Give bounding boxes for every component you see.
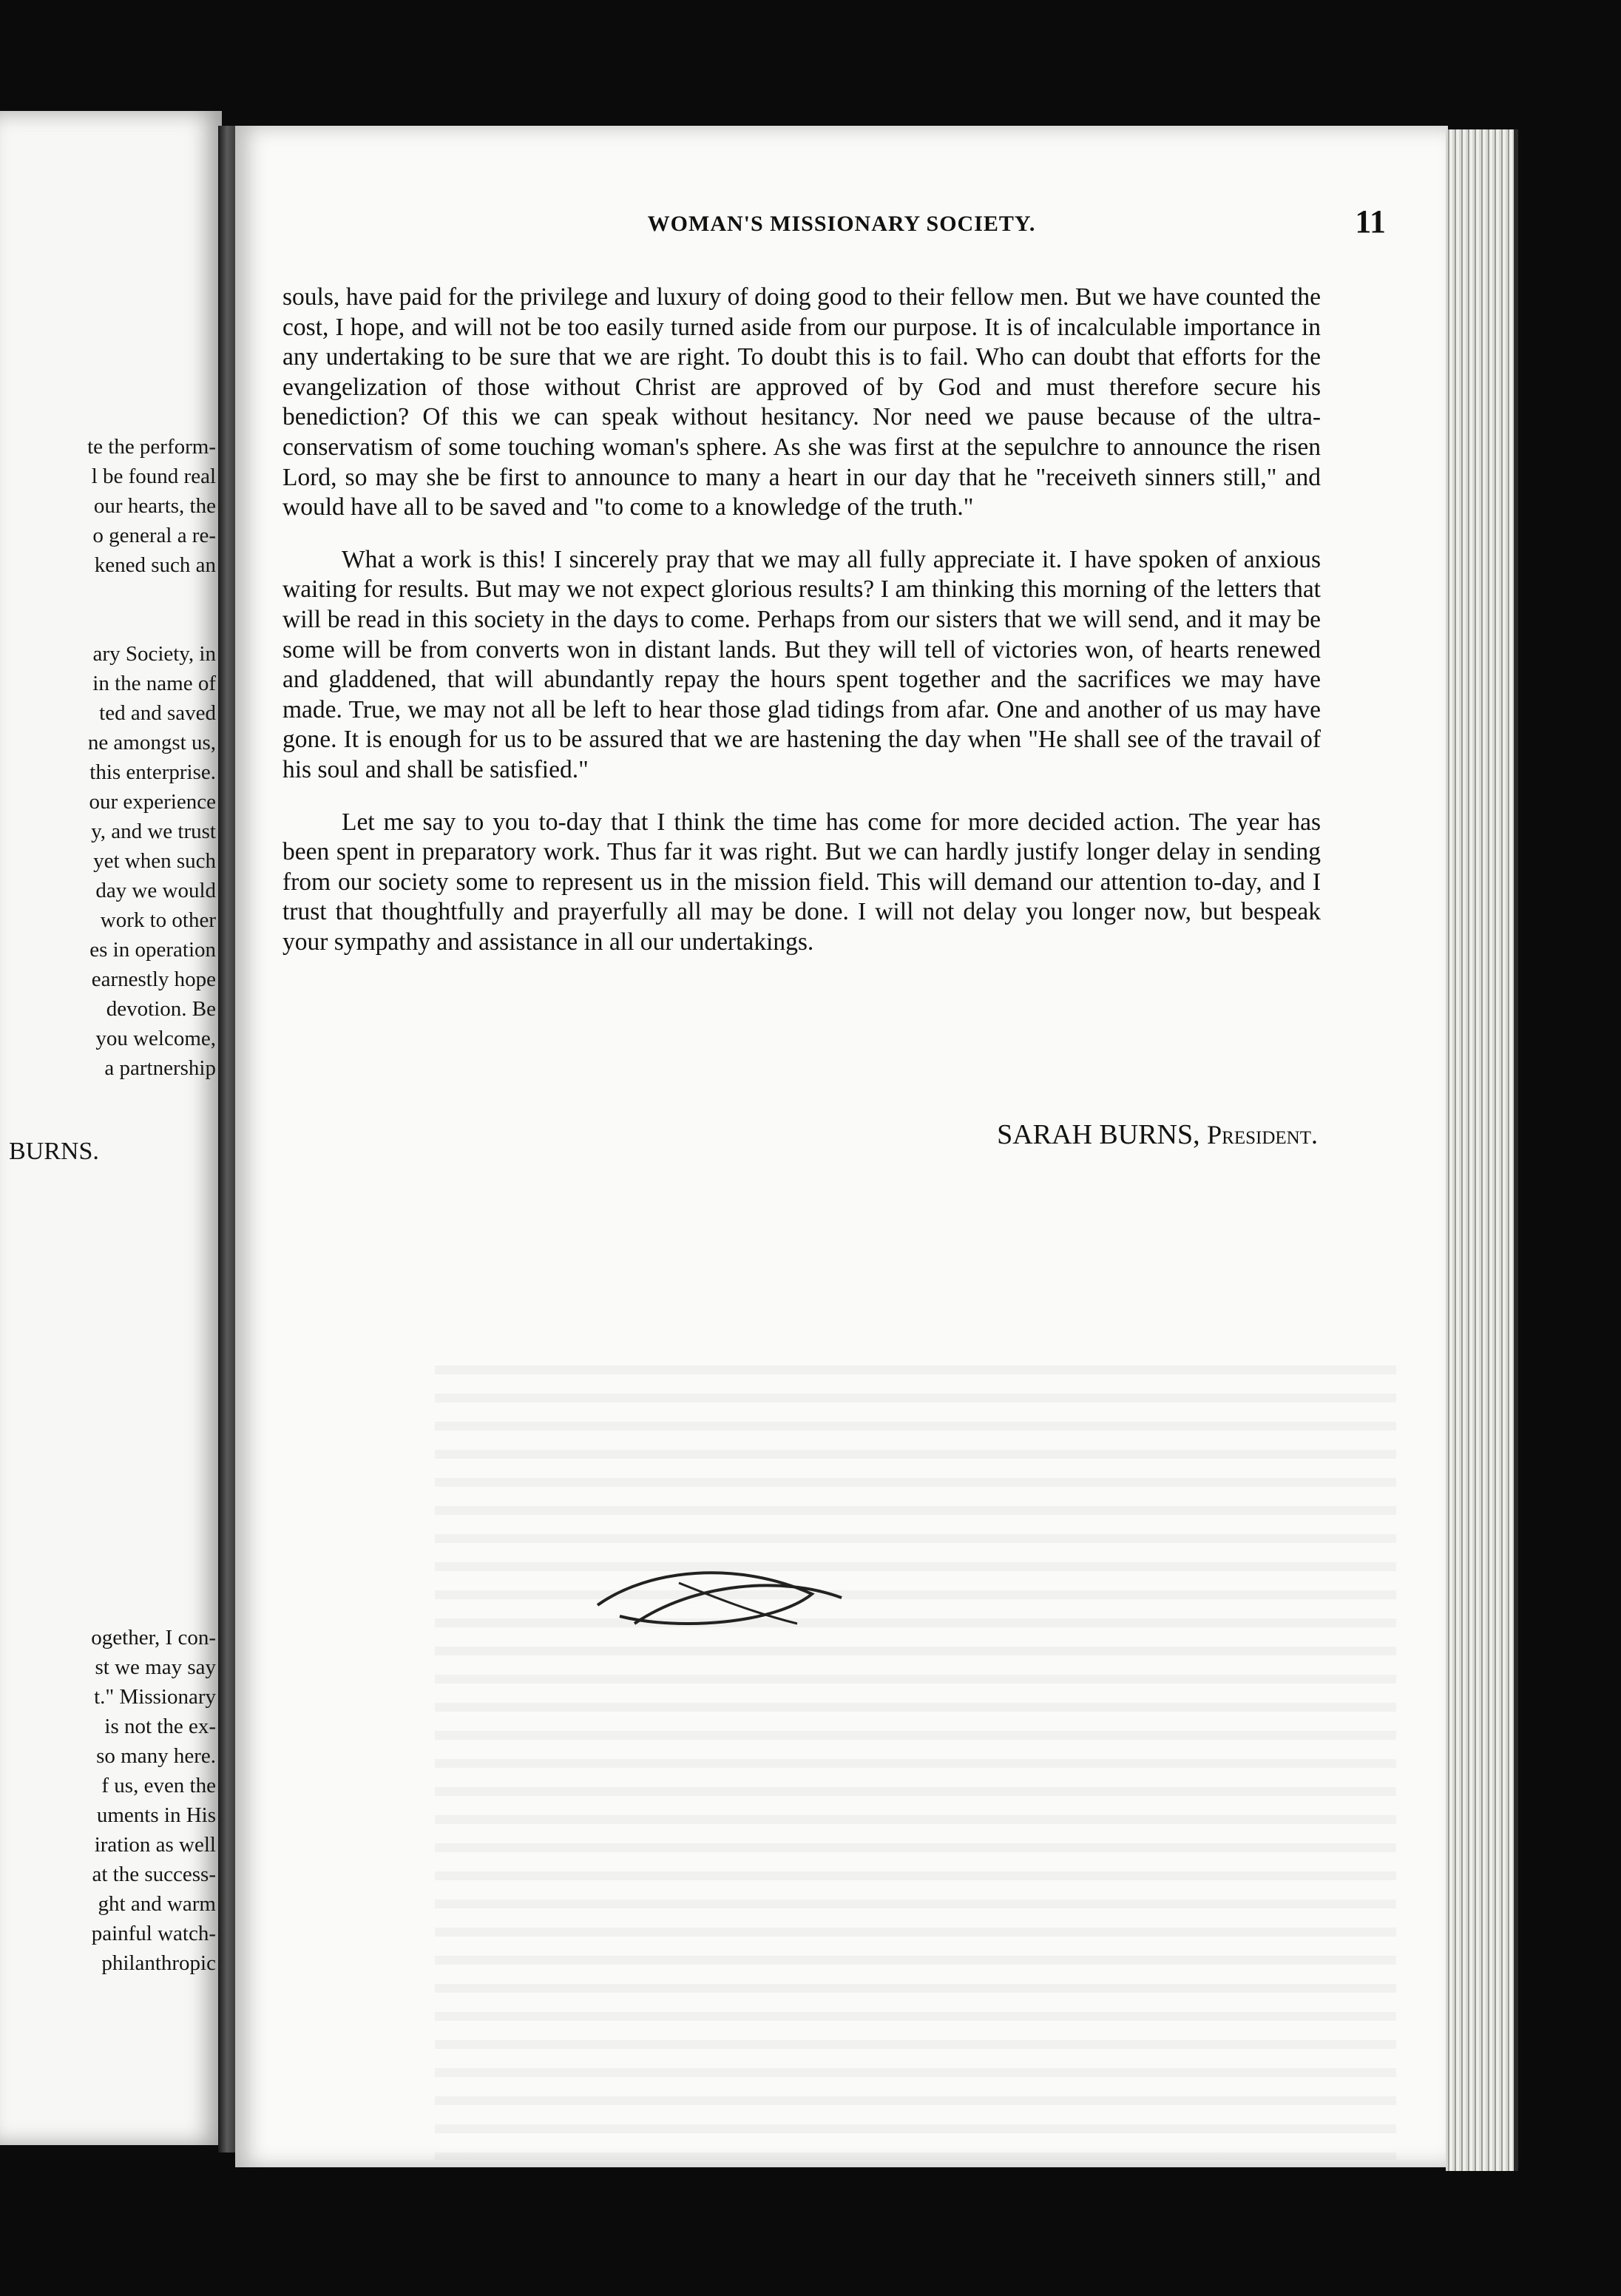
facing-page-line: uments in His bbox=[96, 1803, 216, 1827]
signature bbox=[997, 1118, 1318, 1151]
facing-page-line: a partnership bbox=[104, 1056, 216, 1080]
facing-page-line: earnestly hope bbox=[91, 968, 216, 991]
body-text bbox=[282, 283, 1321, 979]
page-number: 11 bbox=[1355, 203, 1386, 240]
paragraph-1: souls, have paid for the privilege and luxury of doing good to their fellow men. But we have counted the cost, I hope, and will not be too easily turned aside from our purpose. It is of incalculable importance in any undertaking to be sure that we are right. To doubt this is to fail. Who can doubt that efforts for the evangelization of those without Christ are approved of by God and must therefore secure his benediction? Of this we can speak without hesitancy. Nor need we pause because of the ultra-conservatism of some touching woman's sphere. As she was first at the sepulchre to announce the risen Lord, so may she be first to announce to many a heart in our day that he "receiveth sinners still," and would have all to be saved and "to come to a knowledge of the truth." bbox=[282, 283, 1321, 521]
facing-page-line: ted and saved bbox=[99, 701, 216, 725]
facing-page-line: work to other bbox=[100, 908, 216, 932]
facing-page-line: BURNS. bbox=[9, 1138, 99, 1165]
facing-page-line: you welcome, bbox=[95, 1027, 216, 1050]
facing-page-line: so many here. bbox=[96, 1744, 216, 1768]
bleed-through-text bbox=[435, 1346, 1396, 2160]
facing-page-line: ogether, I con- bbox=[91, 1626, 216, 1650]
facing-page-line: t." Missionary bbox=[94, 1685, 216, 1709]
facing-page-line: painful watch- bbox=[91, 1922, 216, 1945]
paragraph-2: What a work is this! I sincerely pray that we may all fully appreciate it. I have spoken of anxious waiting for results. But may we not expect glorious results? I am thinking this morning of the letters that will be read in this society in the days to come. Perhaps from our sisters that we will send, and it may be some will be from converts won in distant lands. But they will tell of victories won, of hearts renewed and gladdened, that will abundantly repay the hours spent together and the sacrifices we may have made. True, we may not all be left to hear those glad tidings from afar. One and another of us may have gone. It is enough for us to be assured that we are hastening the day when "He shall see of the travail of his soul and shall be satisfied." bbox=[282, 545, 1321, 783]
facing-page-left bbox=[0, 111, 222, 2145]
facing-page-line: in the name of bbox=[92, 672, 216, 695]
facing-page-line: l be found real bbox=[91, 465, 216, 488]
facing-page-line: o general a re- bbox=[92, 524, 216, 547]
facing-page-line: kened such an bbox=[94, 553, 216, 577]
running-head: WOMAN'S MISSIONARY SOCIETY. bbox=[647, 212, 1036, 236]
facing-page-line: ght and warm bbox=[98, 1892, 216, 1916]
paragraph-3: Let me say to you to-day that I think the time has come for more decided action. The year has been spent in preparatory work. Thus far it was right. But we can hardly justify longer delay in sending from our society some to represent us in the mission field. This will demand our attention to-day, and I trust that thoughtfully and prayerfully all may be done. I will not delay you longer now, but bespeak your sympathy and assistance in all our undertakings. bbox=[282, 808, 1321, 956]
facing-page-line: our experience bbox=[89, 790, 216, 814]
facing-page-line: iration as well bbox=[94, 1833, 216, 1857]
facing-page-line: philanthropic bbox=[101, 1951, 216, 1975]
facing-page-line: st we may say bbox=[95, 1655, 216, 1679]
facing-page-line: ary Society, in bbox=[92, 642, 216, 666]
facing-page-line: ne amongst us, bbox=[87, 731, 216, 754]
facing-page-line: our hearts, the bbox=[93, 494, 216, 518]
facing-page-line: is not the ex- bbox=[104, 1715, 216, 1738]
facing-page-line: day we would bbox=[95, 879, 216, 902]
facing-page-line: devotion. Be bbox=[106, 997, 216, 1021]
signature-name: SARAH BURNS, bbox=[997, 1119, 1200, 1150]
page-edges bbox=[1446, 129, 1518, 2171]
facing-page-line: yet when such bbox=[93, 849, 216, 873]
facing-page-line: y, and we trust bbox=[91, 820, 216, 843]
facing-page-line: te the perform- bbox=[87, 435, 216, 459]
facing-page-line: this enterprise. bbox=[89, 760, 216, 784]
facing-page-line: f us, even the bbox=[101, 1774, 216, 1797]
page-eleven bbox=[235, 126, 1448, 2167]
facing-page-line: at the success- bbox=[92, 1863, 216, 1886]
ornament-flourish-icon bbox=[590, 1553, 871, 1642]
facing-page-line: es in operation bbox=[89, 938, 216, 962]
signature-title: President. bbox=[1207, 1120, 1318, 1149]
